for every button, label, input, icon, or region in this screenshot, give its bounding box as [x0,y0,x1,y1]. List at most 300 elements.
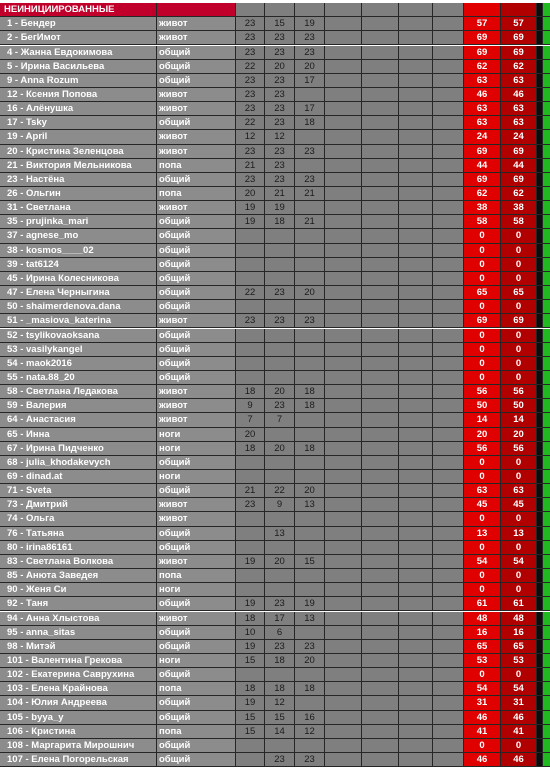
name-cell[interactable]: 67 - Ирина Пидченко [0,442,157,456]
name-cell[interactable]: 65 - Инна [0,428,157,442]
empty-cell-2[interactable] [362,272,399,286]
total-cell-2[interactable]: 0 [501,371,537,385]
group-cell[interactable]: общий [157,597,236,611]
green-cell[interactable] [543,654,550,668]
name-cell[interactable]: 107 - Елена Погорельская [0,753,157,767]
group-cell[interactable]: живот [157,413,236,427]
empty-cell-4[interactable] [433,46,464,60]
total-cell-2[interactable]: 46 [501,753,537,767]
score-cell-2[interactable]: 18 [265,682,295,696]
empty-cell-1[interactable] [325,413,362,427]
total-cell-1[interactable]: 69 [464,173,501,187]
score-cell-2[interactable] [265,329,295,343]
score-cell-3[interactable]: 12 [295,725,325,739]
total-cell-2[interactable]: 0 [501,300,537,314]
green-cell[interactable] [543,46,550,60]
empty-cell-4[interactable] [433,74,464,88]
group-cell[interactable]: общий [157,244,236,258]
score-cell-3[interactable]: 16 [295,711,325,725]
score-cell-2[interactable]: 12 [265,696,295,710]
group-cell[interactable]: живот [157,498,236,512]
total-cell-2[interactable]: 69 [501,145,537,159]
total-cell-2[interactable]: 62 [501,60,537,74]
total-cell-1[interactable]: 14 [464,413,501,427]
empty-cell-2[interactable] [362,300,399,314]
empty-cell-2[interactable] [362,385,399,399]
green-cell[interactable] [543,428,550,442]
total-cell-2[interactable]: 14 [501,413,537,427]
empty-cell-4[interactable] [433,413,464,427]
green-cell[interactable] [543,725,550,739]
score-cell-3[interactable] [295,329,325,343]
empty-cell-4[interactable] [433,640,464,654]
total-cell-1[interactable]: 0 [464,569,501,583]
score-cell-3[interactable] [295,470,325,484]
green-cell[interactable] [543,74,550,88]
empty-cell-1[interactable] [325,88,362,102]
group-cell[interactable]: общий [157,371,236,385]
green-cell[interactable] [543,612,550,626]
name-cell[interactable]: 21 - Виктория Мельникова [0,159,157,173]
group-cell[interactable]: общий [157,173,236,187]
empty-cell-3[interactable] [399,187,433,201]
score-cell-1[interactable]: 9 [236,399,265,413]
empty-cell-1[interactable] [325,498,362,512]
empty-cell-2[interactable] [362,102,399,116]
name-cell[interactable]: 20 - Кристина Зеленцова [0,145,157,159]
group-cell[interactable]: общий [157,527,236,541]
total-cell-2[interactable]: 0 [501,512,537,526]
empty-cell-1[interactable] [325,145,362,159]
empty-cell-1[interactable] [325,187,362,201]
total-cell-1[interactable]: 38 [464,201,501,215]
total-cell-2[interactable]: 69 [501,31,537,45]
name-cell[interactable]: 39 - tat6124 [0,258,157,272]
total-cell-1[interactable]: 0 [464,739,501,753]
score-cell-2[interactable]: 23 [265,31,295,45]
empty-cell-3[interactable] [399,456,433,470]
empty-cell-1[interactable] [325,201,362,215]
green-cell[interactable] [543,173,550,187]
score-cell-2[interactable]: 17 [265,612,295,626]
name-cell[interactable]: 12 - Ксения Попова [0,88,157,102]
total-cell-2[interactable]: 46 [501,88,537,102]
empty-cell-1[interactable] [325,583,362,597]
green-cell[interactable] [543,343,550,357]
score-cell-1[interactable]: 19 [236,640,265,654]
score-cell-3[interactable]: 18 [295,399,325,413]
group-cell[interactable]: живот [157,314,236,328]
group-cell[interactable]: ноги [157,654,236,668]
score-cell-1[interactable]: 12 [236,130,265,144]
name-cell[interactable]: 31 - Светлана [0,201,157,215]
score-cell-3[interactable]: 20 [295,484,325,498]
empty-cell-1[interactable] [325,300,362,314]
green-cell[interactable] [543,498,550,512]
score-cell-2[interactable] [265,739,295,753]
score-cell-2[interactable] [265,428,295,442]
score-cell-2[interactable]: 12 [265,130,295,144]
score-cell-1[interactable]: 23 [236,46,265,60]
green-cell[interactable] [543,512,550,526]
total-cell-1[interactable]: 63 [464,74,501,88]
total-cell-2[interactable]: 63 [501,74,537,88]
score-cell-2[interactable]: 23 [265,159,295,173]
score-cell-1[interactable] [236,512,265,526]
empty-cell-1[interactable] [325,102,362,116]
score-cell-2[interactable]: 23 [265,753,295,767]
empty-cell-1[interactable] [325,159,362,173]
empty-cell-3[interactable] [399,725,433,739]
empty-cell-4[interactable] [433,399,464,413]
score-cell-3[interactable] [295,88,325,102]
total-cell-2[interactable]: 62 [501,187,537,201]
name-cell[interactable]: 38 - kosmos____02 [0,244,157,258]
group-cell[interactable]: общий [157,626,236,640]
name-cell[interactable]: 16 - Алёнушка [0,102,157,116]
empty-cell-3[interactable] [399,357,433,371]
group-cell[interactable]: попа [157,725,236,739]
total-cell-2[interactable]: 65 [501,286,537,300]
score-cell-3[interactable] [295,258,325,272]
score-cell-3[interactable] [295,300,325,314]
score-cell-1[interactable]: 22 [236,116,265,130]
empty-cell-2[interactable] [362,541,399,555]
green-cell[interactable] [543,569,550,583]
empty-cell-2[interactable] [362,258,399,272]
empty-cell-3[interactable] [399,145,433,159]
score-cell-3[interactable]: 20 [295,60,325,74]
name-cell[interactable]: 58 - Светлана Ледакова [0,385,157,399]
total-cell-2[interactable]: 0 [501,470,537,484]
total-cell-1[interactable]: 16 [464,626,501,640]
empty-cell-2[interactable] [362,413,399,427]
score-cell-1[interactable] [236,668,265,682]
empty-cell-1[interactable] [325,60,362,74]
total-cell-2[interactable]: 0 [501,272,537,286]
group-cell[interactable]: общий [157,329,236,343]
group-cell[interactable]: общий [157,753,236,767]
empty-cell-1[interactable] [325,371,362,385]
score-cell-2[interactable]: 23 [265,74,295,88]
name-cell[interactable]: 103 - Елена Крайнова [0,682,157,696]
empty-cell-2[interactable] [362,314,399,328]
green-cell[interactable] [543,102,550,116]
total-cell-2[interactable]: 63 [501,484,537,498]
score-cell-3[interactable]: 19 [295,17,325,31]
empty-cell-4[interactable] [433,272,464,286]
empty-cell-3[interactable] [399,597,433,611]
green-cell[interactable] [543,399,550,413]
empty-cell-2[interactable] [362,512,399,526]
empty-cell-1[interactable] [325,512,362,526]
total-cell-2[interactable]: 46 [501,711,537,725]
empty-cell-3[interactable] [399,612,433,626]
total-cell-1[interactable]: 13 [464,527,501,541]
score-cell-2[interactable] [265,371,295,385]
name-cell[interactable]: 101 - Валентина Грекова [0,654,157,668]
empty-cell-4[interactable] [433,725,464,739]
total-cell-1[interactable]: 0 [464,329,501,343]
empty-cell-2[interactable] [362,484,399,498]
empty-cell-3[interactable] [399,116,433,130]
name-cell[interactable]: 108 - Маргарита Мирошнич [0,739,157,753]
empty-cell-2[interactable] [362,201,399,215]
empty-cell-4[interactable] [433,17,464,31]
score-cell-2[interactable]: 23 [265,399,295,413]
group-cell[interactable]: живот [157,385,236,399]
green-cell[interactable] [543,272,550,286]
total-cell-2[interactable]: 44 [501,159,537,173]
total-cell-1[interactable]: 54 [464,555,501,569]
empty-cell-2[interactable] [362,60,399,74]
group-cell[interactable]: ноги [157,442,236,456]
group-cell[interactable]: общий [157,484,236,498]
total-cell-2[interactable]: 48 [501,612,537,626]
empty-cell-1[interactable] [325,456,362,470]
score-cell-1[interactable]: 15 [236,654,265,668]
group-cell[interactable]: общий [157,272,236,286]
green-cell[interactable] [543,371,550,385]
empty-cell-1[interactable] [325,329,362,343]
empty-cell-1[interactable] [325,739,362,753]
group-cell[interactable]: живот [157,201,236,215]
empty-cell-1[interactable] [325,527,362,541]
score-cell-2[interactable]: 20 [265,442,295,456]
total-cell-2[interactable]: 0 [501,357,537,371]
green-cell[interactable] [543,187,550,201]
score-cell-3[interactable] [295,272,325,286]
group-cell[interactable]: общий [157,343,236,357]
score-cell-1[interactable]: 10 [236,626,265,640]
empty-cell-1[interactable] [325,385,362,399]
green-cell[interactable] [543,739,550,753]
score-cell-2[interactable]: 20 [265,385,295,399]
empty-cell-1[interactable] [325,314,362,328]
total-cell-2[interactable]: 63 [501,102,537,116]
total-cell-2[interactable]: 45 [501,498,537,512]
green-cell[interactable] [543,314,550,328]
empty-cell-3[interactable] [399,399,433,413]
score-cell-3[interactable]: 17 [295,74,325,88]
score-cell-3[interactable] [295,512,325,526]
empty-cell-3[interactable] [399,88,433,102]
total-cell-2[interactable]: 53 [501,654,537,668]
name-cell[interactable]: 51 - _masiova_katerina [0,314,157,328]
total-cell-2[interactable]: 54 [501,555,537,569]
total-cell-2[interactable]: 41 [501,725,537,739]
group-cell[interactable]: попа [157,682,236,696]
total-cell-1[interactable]: 0 [464,371,501,385]
empty-cell-1[interactable] [325,31,362,45]
total-cell-1[interactable]: 65 [464,286,501,300]
score-cell-2[interactable] [265,357,295,371]
empty-cell-4[interactable] [433,753,464,767]
total-cell-2[interactable]: 24 [501,130,537,144]
total-cell-2[interactable]: 0 [501,541,537,555]
total-cell-2[interactable]: 0 [501,456,537,470]
empty-cell-3[interactable] [399,654,433,668]
empty-cell-2[interactable] [362,343,399,357]
group-cell[interactable]: ноги [157,470,236,484]
group-cell[interactable]: живот [157,17,236,31]
total-cell-1[interactable]: 24 [464,130,501,144]
score-cell-1[interactable] [236,527,265,541]
score-cell-2[interactable]: 23 [265,597,295,611]
total-cell-1[interactable]: 0 [464,470,501,484]
empty-cell-2[interactable] [362,739,399,753]
score-cell-3[interactable]: 23 [295,46,325,60]
empty-cell-1[interactable] [325,244,362,258]
group-cell[interactable]: общий [157,456,236,470]
score-cell-3[interactable]: 15 [295,555,325,569]
score-cell-2[interactable]: 20 [265,555,295,569]
total-cell-2[interactable]: 0 [501,229,537,243]
empty-cell-3[interactable] [399,470,433,484]
total-cell-2[interactable]: 63 [501,116,537,130]
empty-cell-1[interactable] [325,272,362,286]
name-cell[interactable]: 80 - irina86161 [0,541,157,555]
empty-cell-4[interactable] [433,569,464,583]
name-cell[interactable]: 45 - Ирина Колесникова [0,272,157,286]
green-cell[interactable] [543,470,550,484]
group-cell[interactable]: попа [157,159,236,173]
empty-cell-1[interactable] [325,569,362,583]
score-cell-2[interactable]: 19 [265,201,295,215]
score-cell-2[interactable] [265,583,295,597]
empty-cell-2[interactable] [362,88,399,102]
empty-cell-4[interactable] [433,201,464,215]
total-cell-2[interactable]: 61 [501,597,537,611]
group-cell[interactable]: общий [157,74,236,88]
total-cell-2[interactable]: 57 [501,17,537,31]
score-cell-3[interactable] [295,371,325,385]
name-cell[interactable]: 19 - April [0,130,157,144]
name-cell[interactable]: 106 - Кристина [0,725,157,739]
empty-cell-2[interactable] [362,498,399,512]
total-cell-2[interactable]: 20 [501,428,537,442]
score-cell-3[interactable]: 19 [295,597,325,611]
total-cell-1[interactable]: 69 [464,314,501,328]
total-cell-1[interactable]: 46 [464,711,501,725]
empty-cell-2[interactable] [362,145,399,159]
score-cell-2[interactable] [265,258,295,272]
group-cell[interactable]: общий [157,258,236,272]
total-cell-1[interactable]: 0 [464,357,501,371]
score-cell-2[interactable]: 18 [265,654,295,668]
total-cell-2[interactable]: 0 [501,329,537,343]
group-cell[interactable]: живот [157,612,236,626]
group-cell[interactable]: попа [157,569,236,583]
empty-cell-1[interactable] [325,343,362,357]
score-cell-2[interactable] [265,343,295,357]
empty-cell-2[interactable] [362,470,399,484]
empty-cell-2[interactable] [362,286,399,300]
green-cell[interactable] [543,116,550,130]
empty-cell-3[interactable] [399,201,433,215]
total-cell-2[interactable]: 0 [501,258,537,272]
score-cell-1[interactable]: 15 [236,711,265,725]
total-cell-1[interactable]: 69 [464,46,501,60]
green-cell[interactable] [543,229,550,243]
score-cell-1[interactable]: 23 [236,74,265,88]
empty-cell-3[interactable] [399,512,433,526]
total-cell-2[interactable]: 0 [501,583,537,597]
total-cell-1[interactable]: 0 [464,456,501,470]
empty-cell-3[interactable] [399,413,433,427]
empty-cell-4[interactable] [433,31,464,45]
empty-cell-4[interactable] [433,60,464,74]
total-cell-2[interactable]: 0 [501,668,537,682]
total-cell-1[interactable]: 56 [464,442,501,456]
name-cell[interactable]: 83 - Светлана Волкова [0,555,157,569]
name-cell[interactable]: 71 - Sveta [0,484,157,498]
name-cell[interactable]: 1 - Бендер [0,17,157,31]
empty-cell-2[interactable] [362,640,399,654]
score-cell-2[interactable]: 23 [265,88,295,102]
score-cell-2[interactable]: 13 [265,527,295,541]
total-cell-1[interactable]: 31 [464,696,501,710]
green-cell[interactable] [543,527,550,541]
score-cell-1[interactable] [236,300,265,314]
score-cell-3[interactable]: 20 [295,654,325,668]
empty-cell-3[interactable] [399,17,433,31]
total-cell-2[interactable]: 16 [501,626,537,640]
total-cell-1[interactable]: 61 [464,597,501,611]
score-cell-3[interactable] [295,456,325,470]
score-cell-1[interactable]: 18 [236,442,265,456]
score-cell-3[interactable] [295,583,325,597]
total-cell-2[interactable]: 0 [501,343,537,357]
score-cell-1[interactable] [236,753,265,767]
score-cell-2[interactable]: 9 [265,498,295,512]
empty-cell-1[interactable] [325,258,362,272]
score-cell-3[interactable] [295,413,325,427]
score-cell-3[interactable]: 17 [295,102,325,116]
empty-cell-2[interactable] [362,711,399,725]
total-cell-1[interactable]: 62 [464,60,501,74]
group-cell[interactable]: общий [157,640,236,654]
empty-cell-3[interactable] [399,541,433,555]
empty-cell-1[interactable] [325,74,362,88]
total-cell-1[interactable]: 45 [464,498,501,512]
empty-cell-2[interactable] [362,696,399,710]
score-cell-3[interactable]: 23 [295,145,325,159]
group-cell[interactable]: ноги [157,583,236,597]
score-cell-1[interactable] [236,739,265,753]
score-cell-3[interactable] [295,541,325,555]
empty-cell-2[interactable] [362,555,399,569]
empty-cell-1[interactable] [325,640,362,654]
empty-cell-2[interactable] [362,116,399,130]
empty-cell-4[interactable] [433,527,464,541]
empty-cell-2[interactable] [362,682,399,696]
score-cell-1[interactable]: 18 [236,682,265,696]
score-cell-3[interactable] [295,668,325,682]
name-cell[interactable]: 95 - anna_sitas [0,626,157,640]
score-cell-3[interactable] [295,739,325,753]
empty-cell-4[interactable] [433,739,464,753]
score-cell-1[interactable] [236,329,265,343]
empty-cell-3[interactable] [399,739,433,753]
total-cell-2[interactable]: 31 [501,696,537,710]
score-cell-3[interactable]: 13 [295,498,325,512]
total-cell-2[interactable]: 69 [501,46,537,60]
name-cell[interactable]: 37 - agnese_mo [0,229,157,243]
empty-cell-3[interactable] [399,272,433,286]
total-cell-2[interactable]: 13 [501,527,537,541]
score-cell-2[interactable]: 18 [265,215,295,229]
